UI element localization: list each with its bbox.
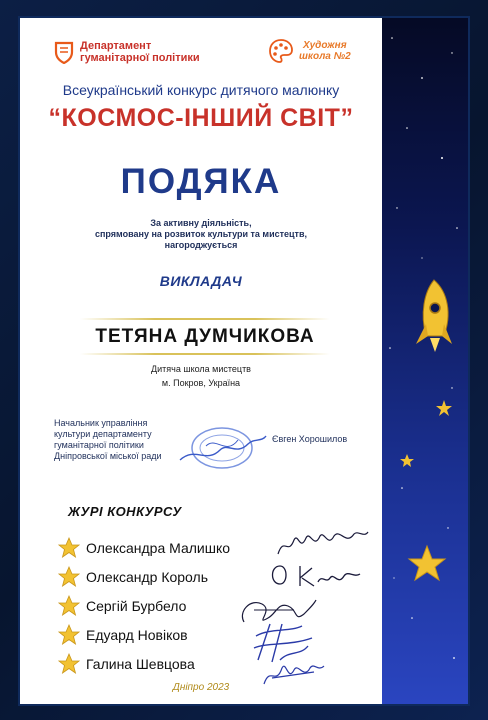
reason-line: спрямовану на розвиток культури та мистецтв,: [94, 229, 307, 239]
star-icon: [400, 454, 414, 467]
star-icon: [58, 624, 80, 646]
jury-list: [58, 533, 230, 678]
official-position: [54, 418, 162, 462]
recipient-role: ВИКЛАДАЧ: [159, 273, 243, 289]
official-name: Євген Хорошилов: [272, 434, 348, 444]
star-icon: [409, 546, 445, 580]
department-logo: [54, 40, 200, 64]
jury-member-name: Олександр Король: [86, 568, 209, 585]
position-line: гуманітарної політики: [54, 440, 144, 450]
contest-title: “КОСМОС-ІНШИЙ СВІТ”: [48, 104, 354, 132]
jury-member: [58, 591, 230, 620]
contest-name: Всеукраїнський конкурс дитячого малюнку: [62, 82, 340, 98]
space-panel: [382, 18, 468, 704]
star-icon: [436, 400, 452, 416]
department-name-line2: гуманітарної політики: [80, 52, 200, 64]
position-line: культури департаменту: [54, 429, 152, 439]
star-icon: [58, 566, 80, 588]
star-icon: [58, 537, 80, 559]
jury-member: [58, 562, 230, 591]
jury-member-name: Едуард Новіков: [86, 626, 188, 643]
school-name-line1: Художня: [303, 40, 347, 51]
jury-member: [58, 620, 230, 649]
art-school-logo: [268, 38, 351, 64]
certificate-heading: ПОДЯКА: [120, 162, 282, 201]
jury-member: [58, 649, 230, 678]
jury-member-name: Олександра Малишко: [86, 539, 231, 556]
school-name-line2: школа №2: [299, 51, 351, 62]
department-name-line1: Департамент: [80, 40, 152, 52]
star-icon: [58, 653, 80, 675]
award-reason: [20, 218, 382, 251]
footer-place-year: Дніпро 2023: [172, 682, 230, 693]
stamp-and-signature: [176, 416, 268, 480]
certificate: [20, 18, 468, 704]
signature-malyshko: [274, 526, 370, 560]
jury-member-name: Галина Шевцова: [86, 655, 195, 672]
rocket-icon: [416, 280, 452, 352]
recipient-name: ТЕТЯНА ДУМЧИКОВА: [95, 326, 315, 347]
star-icon: [58, 595, 80, 617]
reason-line: нагороджується: [164, 240, 238, 250]
recipient-block: [80, 318, 330, 355]
position-line: Начальник управління: [54, 418, 148, 428]
school-name: Дитяча школа мистецтв: [151, 364, 251, 374]
reason-line: За активну діяльність,: [150, 218, 252, 228]
school-location: м. Покров, Україна: [161, 378, 241, 388]
divider: [80, 353, 330, 355]
recipient-school: [20, 362, 382, 390]
signature-korol: [266, 558, 362, 592]
jury-member-name: Сергій Бурбело: [86, 597, 187, 614]
space-illustration: [382, 18, 468, 704]
jury-member: [58, 533, 230, 562]
jury-title: ЖУРІ КОНКУРСУ: [68, 504, 182, 519]
position-line: Дніпровської міської ради: [54, 451, 162, 461]
palette-icon: [268, 38, 294, 64]
shield-logo-icon: [54, 40, 74, 64]
